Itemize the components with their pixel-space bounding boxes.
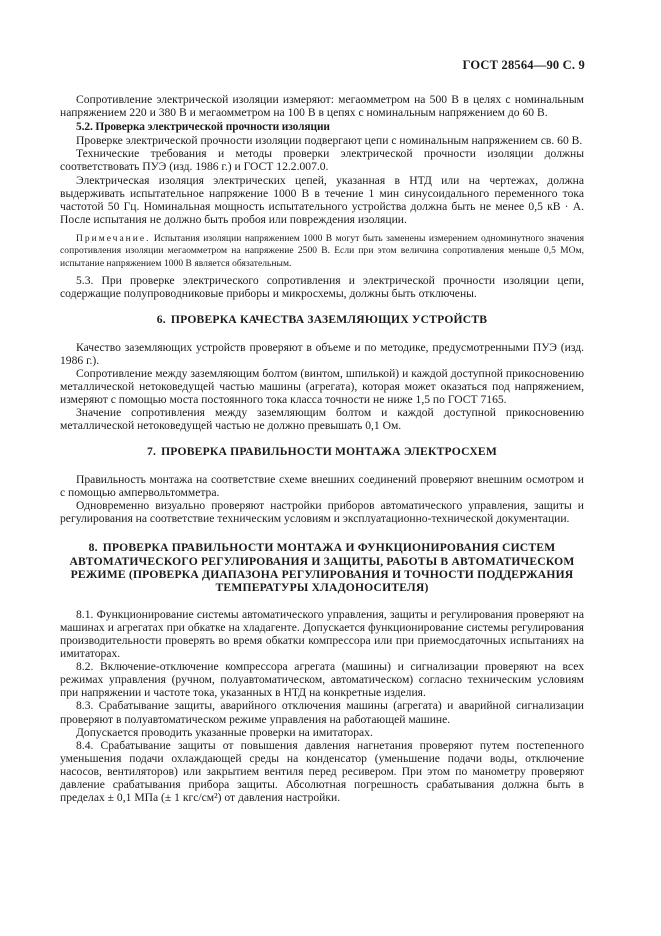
section-number: 6. [156,313,166,327]
page-content [60,93,584,804]
paragraph-8-1: 8.1. Функционирование системы автоматического управления, защиты и регулирования проверяют на машинах и агрегатах при обкатке на хладагенте. Допускается функционирование системы регулирования производительности проверять во время обкатки компрессора или при приемосдаточных испытаниях на имитаторах. [60,607,584,661]
note [60,233,584,270]
paragraph: Проверке электрической прочности изоляции подвергают цепи с номинальным напряжением св. 60 В. [76,134,583,148]
note-text: Испытания изоляции напряжением 1000 В могут быть заменены измерением одноминутного значения сопротивления изоляции мегаомметром на напряжение 2500 В. Если при этом величина сопротивления меньше 0,5 МОм, испытание напряжением 1000 В является обязательным. [60,233,584,269]
paragraph-8-2: 8.2. Включение-отключение компрессора агрегата (машины) и сигнализации проверяют на всех режимах управления (ручном, полуавтоматическом, автоматическом) согласно техническим условиям при напряжении и частоте тока, указанных в НТД на конкретные изделия. [60,660,584,700]
section-heading-8 [60,541,584,595]
section-heading-6 [60,313,584,326]
note-label: Примечание. [76,233,151,244]
paragraph: Технические требования и методы проверки электрической прочности изоляции должны соответствовать ПУЭ (изд. 1986 г.) и ГОСТ 12.2.007.0. [60,147,584,174]
paragraph: Значение сопротивления между заземляющим болтом и каждой доступной прикосновению металлической нетоковедущей частью не должно превышать 0,1 Ом. [60,406,584,433]
paragraph: Электрическая изоляция электрических цепей, указанная в НТД или на чертежах, должна выдерживать испытательное напряжение 1000 В в течение 1 мин синусоидального переменного тока частотой 50 Гц. Номинальная мощность испытательного устройства должна быть не менее 0,5 кВ · А. После испытания не должно быть пробоя или повреждения изоляции. [60,173,584,226]
paragraph: Правильность монтажа на соответствие схеме внешних соединений проверяют внешним осмотром и с помощью ампервольтомметра. [60,472,584,499]
section-title: ПРОВЕРКА ПРАВИЛЬНОСТИ МОНТАЖА ЭЛЕКТРОСХЕМ [161,445,497,459]
paragraph-8-4: 8.4. Срабатывание защиты от повышения давления нагнетания проверяют путем постепенного уменьшения подачи охлаждающей среды на конденсатор (уменьшение подачи воды, отключение насосов, вентиляторов) или закрытием вентиля перед ресивером. При этом по манометру проверяют давление срабатывания прибора защиты. Абсолютная погрешность срабатывания должна быть в пределах ± 0,1 МПа (± 1 кгс/см²) от давления настройки. [60,738,584,805]
page-header: ГОСТ 28564—90 С. 9 [462,58,585,72]
section-number: 7. [146,445,157,459]
paragraph-5-3: 5.3. При проверке электрического сопротивления и электрической прочности изоляции цепи, содержащие полупроводниковые приборы и микросхемы, должны быть отключены. [60,274,584,301]
section-heading-7 [60,445,584,458]
section-number: 8. [88,541,98,555]
insulation-resistance-paragraph: Сопротивление электрической изоляции измеряют: мегаомметром на 500 В в целях с номинальным напряжением 220 и 380 В и мегаомметром на 100 В в цепях с номинальным напряжением до 60 В. [60,93,584,120]
paragraph: Одновременно визуально проверяют настройки приборов автоматического управления, защиты и регулирования на соответствие техническим условиям и эксплуатационно-технической документации. [60,499,584,526]
paragraph: Качество заземляющих устройств проверяют в объеме и по методике, предусмотренными ПУЭ (изд. 1986 г.). [60,340,584,367]
subsection-heading-5-2: 5.2. Проверка электрической прочности изоляции [76,121,330,134]
paragraph: Допускается проводить указанные проверки на имитаторах. [76,725,373,739]
section-title: ПРОВЕРКА КАЧЕСТВА ЗАЗЕМЛЯЮЩИХ УСТРОЙСТВ [170,313,488,327]
section-title: ПРОВЕРКА ПРАВИЛЬНОСТИ МОНТАЖА И ФУНКЦИОНИРОВАНИЯ СИСТЕМ АВТОМАТИЧЕСКОГО РЕГУЛИРОВАНИЯ И ЗАЩИТЫ, РАБОТЫ В АВТОМАТИЧЕСКОМ РЕЖИМЕ (ПРОВЕРКА ДИАПАЗОНА РЕГУЛИРОВАНИЯ И ТОЧНОСТИ ПОДДЕРЖАНИЯ ТЕМПЕРАТУРЫ ХЛАДОНОСИТЕЛЯ) [69,541,575,595]
paragraph: Сопротивление между заземляющим болтом (винтом, шпилькой) и каждой доступной прикосновению металлической нетоковедущей частью машины (агрегата), которая может оказаться под напряжением, измеряют с помощью моста постоянного тока класса точности не ниже 1,5 по ГОСТ 7165. [60,366,584,407]
paragraph-8-3: 8.3. Срабатывание защиты, аварийного отключения машины (агрегата) и аварийной сигнализации проверяют в полуавтоматическом режиме управления на работающей машине. [60,699,584,726]
